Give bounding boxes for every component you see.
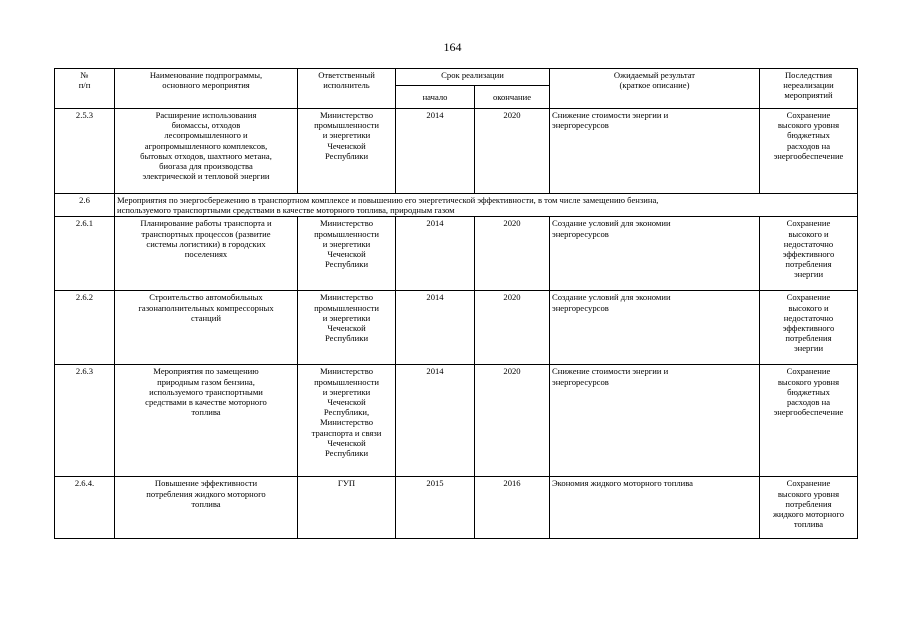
row-name: Планирование работы транспорта и транспортных процессов (развитие системы логистики) в городских поселениях xyxy=(115,217,298,291)
header-name: Наименование подпрограммы, основного мероприятия xyxy=(115,69,298,109)
header-term: Срок реализации xyxy=(396,69,550,86)
row-result: Создание условий для экономии энергоресурсов xyxy=(550,291,760,365)
header-result: Ожидаемый результат (краткое описание) xyxy=(550,69,760,109)
row-start: 2014 xyxy=(396,109,475,194)
row-responsible: ГУП xyxy=(298,477,396,539)
row-end: 2020 xyxy=(475,109,550,194)
row-name: Строительство автомобильных газонаполнительных компрессорных станций xyxy=(115,291,298,365)
row-consequence: Сохранение высокого уровня бюджетных расходов на энергообеспечение xyxy=(760,109,858,194)
header-end: окончание xyxy=(475,86,550,109)
row-end: 2020 xyxy=(475,365,550,477)
header-consequence: Последствия нереализации мероприятий xyxy=(760,69,858,109)
header-start: начало xyxy=(396,86,475,109)
table-row xyxy=(55,291,858,365)
row-result: Снижение стоимости энергии и энергоресурсов xyxy=(550,109,760,194)
row-consequence: Сохранение высокого и недостаточно эффективного потребления энергии xyxy=(760,291,858,365)
header-responsible: Ответственный исполнитель xyxy=(298,69,396,109)
program-activities-table xyxy=(54,68,858,539)
row-name: Мероприятия по замещению природным газом бензина, используемого транспортными средствами в качестве моторного топлива xyxy=(115,365,298,477)
row-end: 2020 xyxy=(475,217,550,291)
row-num: 2.6.2 xyxy=(55,291,115,365)
row-num: 2.6.3 xyxy=(55,365,115,477)
section-title: Мероприятия по энергосбережению в транспортном комплексе и повышению его энергетической эффективности, в том числе замещению бензина, используемого транспортными средствами в качестве моторного топлива, природным газом xyxy=(115,194,858,217)
table-row xyxy=(55,217,858,291)
table-row xyxy=(55,477,858,539)
section-row xyxy=(55,194,858,217)
row-num: 2.6.1 xyxy=(55,217,115,291)
table-row xyxy=(55,109,858,194)
row-start: 2014 xyxy=(396,291,475,365)
row-num: 2.5.3 xyxy=(55,109,115,194)
row-result: Снижение стоимости энергии и энергоресурсов xyxy=(550,365,760,477)
row-end: 2016 xyxy=(475,477,550,539)
page-number: 164 xyxy=(443,40,462,54)
row-start: 2014 xyxy=(396,217,475,291)
section-num: 2.6 xyxy=(55,194,115,217)
row-responsible: Министерство промышленности и энергетики Чеченской Республики xyxy=(298,291,396,365)
row-result: Экономия жидкого моторного топлива xyxy=(550,477,760,539)
row-num: 2.6.4. xyxy=(55,477,115,539)
row-name: Повышение эффективности потребления жидкого моторного топлива xyxy=(115,477,298,539)
row-consequence: Сохранение высокого уровня потребления жидкого моторного топлива xyxy=(760,477,858,539)
row-name: Расширение использования биомассы, отходов лесопромышленного и агропромышленного комплексов, бытовых отходов, шахтного метана, биогаза для производства электрической и тепловой энергии xyxy=(115,109,298,194)
row-consequence: Сохранение высокого уровня бюджетных расходов на энергообеспечение xyxy=(760,365,858,477)
row-start: 2015 xyxy=(396,477,475,539)
row-result: Создание условий для экономии энергоресурсов xyxy=(550,217,760,291)
row-consequence: Сохранение высокого и недостаточно эффективного потребления энергии xyxy=(760,217,858,291)
row-responsible: Министерство промышленности и энергетики Чеченской Республики xyxy=(298,217,396,291)
table-row xyxy=(55,365,858,477)
row-end: 2020 xyxy=(475,291,550,365)
header-num: № п/п xyxy=(55,69,115,109)
row-responsible: Министерство промышленности и энергетики Чеченской Республики, Министерство транспорта и связи Чеченской Республики xyxy=(298,365,396,477)
row-responsible: Министерство промышленности и энергетики Чеченской Республики xyxy=(298,109,396,194)
row-start: 2014 xyxy=(396,365,475,477)
